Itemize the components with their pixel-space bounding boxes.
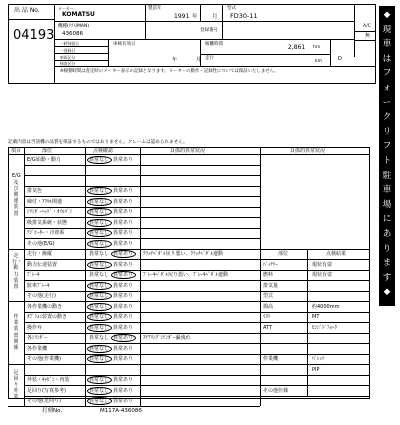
option-ng: 異常あり: [113, 398, 134, 404]
spec-col-result: 点検結果: [326, 250, 347, 257]
inspect-year-unit: 年: [172, 57, 178, 63]
year-value: 1991: [174, 13, 190, 20]
option-ok: 異常なし: [89, 293, 110, 299]
option-ok: 異常なし: [89, 324, 110, 331]
part-label: 吸排気系統・状態: [27, 219, 68, 226]
row-line: [24, 228, 260, 229]
part-label: 排気色: [27, 188, 43, 194]
spec-row-line: [260, 333, 370, 334]
option-ng: 異常あり: [113, 324, 134, 331]
side-banner-char: 駐: [382, 170, 392, 181]
row-line: [24, 259, 260, 260]
option-ok: 異常なし: [89, 251, 110, 257]
spec-value: ﾋﾝｼﾞﾄﾞﾌｫｰｸ: [312, 324, 338, 331]
option-ok: 異常なし: [89, 303, 110, 310]
side-banner-char: 車: [382, 39, 392, 50]
side-banner: [379, 6, 395, 306]
status-circle: [87, 208, 112, 216]
side-banner-char: ◆: [383, 287, 391, 298]
col-divider: [260, 147, 261, 406]
row-line: [24, 207, 260, 208]
row-line: [24, 238, 260, 239]
row-line: [24, 375, 260, 376]
status-circle: [87, 187, 112, 195]
hours-unit: hrs: [313, 45, 321, 50]
month-unit: 月: [212, 14, 218, 20]
side-banner-char: ォ: [382, 83, 392, 93]
spec-name: 燃料: [263, 272, 274, 278]
option-ng: 異常あり: [113, 303, 134, 310]
side-banner-char: 車: [382, 185, 392, 196]
status-circle: [87, 229, 112, 237]
option-ok: 異常なし: [89, 209, 110, 215]
travel-value: D: [338, 56, 342, 62]
frame-number: M117A-436086: [100, 408, 142, 414]
row-line: [24, 175, 260, 176]
row-line: [24, 165, 260, 166]
lot-label: 出 品 No.: [14, 7, 40, 14]
group-line: [8, 364, 24, 365]
option-ng: 異常あり: [113, 293, 134, 299]
option-ng: 異常あり: [113, 156, 134, 163]
spec-value: ﾊﾟﾚｯﾄ: [312, 356, 325, 362]
row-line: [24, 196, 260, 197]
col-category: 項目: [11, 148, 22, 154]
spec-row-line: [260, 343, 370, 344]
side-banner-char: に: [382, 214, 392, 225]
maker-value: KOMATSU: [62, 11, 95, 18]
option-ng: 異常あり: [113, 377, 134, 383]
spec-row-line: [260, 312, 370, 313]
spec-row-line: [260, 396, 370, 397]
model-name-label: 機種(ﾘﾌﾄ/MAN): [58, 24, 90, 29]
status-circle: [87, 376, 112, 384]
option-ng: 異常あり: [113, 188, 134, 194]
row-line: [24, 333, 260, 334]
side-banner-char: 現: [382, 24, 392, 35]
side-banner-char: ク: [382, 112, 392, 123]
status-circle: [87, 219, 112, 227]
side-banner-char: フ: [382, 141, 392, 152]
option-ng: 異常あり: [113, 209, 134, 215]
side-banner-char: す: [382, 272, 392, 283]
left-row-4: 検査区分: [60, 61, 76, 66]
status-circle: [87, 397, 112, 405]
group-label: 作業装置関係: [13, 313, 19, 351]
part-label: 足回り(写真参考): [27, 387, 66, 394]
spec-row-line: [260, 375, 370, 376]
option-ok: 異常なし: [89, 387, 110, 394]
group-line: [8, 249, 24, 250]
spec-name: ﾏｽﾄ: [263, 314, 271, 320]
option-ok: 異常なし: [89, 188, 110, 194]
option-ng: 異常あり: [113, 230, 134, 236]
option-ng: 異常あり: [113, 282, 134, 289]
row-line: [24, 312, 260, 313]
spec-name: ATT: [263, 324, 273, 331]
row-line: [24, 280, 260, 281]
status-circle: [111, 334, 136, 342]
option-ok: 異常なし: [89, 314, 110, 320]
option-ng: 異常あり: [113, 261, 134, 268]
side-banner-char: フ: [382, 68, 392, 79]
row-line: [24, 385, 260, 386]
header-line: [8, 154, 370, 155]
option-ok: 異常なし: [89, 240, 110, 247]
part-label: 各ｼﾘﾝﾀﾞｰ: [27, 335, 48, 341]
fault-legend: 記載内容は当該機の品質を保証するものではありません。クレームは認められません。: [8, 140, 188, 145]
hours-notice: ※稼動時間は査定時のメーター表示の記録となります。メーターの動作・記録性については保証いたしません。: [60, 69, 279, 74]
spec-row-line: [260, 364, 370, 365]
col-concrete: 具体的異常状況: [290, 148, 326, 154]
left-row-1: 一時抹消日: [60, 41, 79, 46]
option-ng: 異常あり: [113, 219, 134, 226]
side-banner-char: リ: [382, 126, 392, 137]
side-banner-char: 場: [382, 199, 392, 210]
part-label: 走行・操縦: [27, 251, 53, 257]
status-circle: [87, 156, 112, 164]
status-circle: [111, 250, 136, 258]
part-label: 締付・ｱｸｾﾙ関連: [27, 198, 63, 205]
lot-number: 04193: [13, 28, 55, 43]
part-label: 各作業機: [27, 345, 48, 352]
row-line: [24, 406, 260, 407]
spec-value: 現状有姿: [312, 272, 333, 278]
inspect-label: 車検有効日: [113, 42, 136, 47]
option-ng: 異常あり: [113, 345, 134, 352]
option-ng: 異常あり: [113, 356, 134, 362]
spec-value: PIP: [312, 366, 320, 373]
spec-name: 作業機: [263, 356, 279, 362]
year-label: 製造年: [148, 6, 162, 11]
option-ng: 異常あり: [113, 272, 134, 278]
serial-number: 436086: [62, 31, 83, 37]
fault-detail: ｽﾃｱﾘﾝｸﾞｼﾘﾝﾀﾞｰ漏洩れ: [143, 335, 191, 341]
option-ng: 異常あり: [113, 240, 134, 247]
part-label: 駐車ﾌﾞﾚｰｷ: [27, 282, 50, 289]
spec-row-line: [260, 291, 370, 292]
left-row-2: 一登録日: [60, 48, 76, 53]
status-circle: [87, 198, 112, 206]
part-label: ｼﾘﾝﾀﾞｰﾍｯﾄﾞ・ｵｲﾙﾊﾟﾝ: [27, 209, 73, 215]
hours-value: 2,861: [288, 44, 306, 51]
spec-row-line: [260, 354, 370, 355]
group-label: 足回り外装: [13, 369, 19, 401]
spec-head-line: [260, 259, 370, 260]
option-ok: 異常なし: [89, 398, 110, 404]
spec-col-name: 部位: [278, 250, 289, 257]
option-ng: 異常あり: [113, 335, 134, 341]
spec-row-line: [260, 301, 370, 302]
part-label: その他(E/G): [27, 240, 55, 247]
frame-label: 打刻No.: [42, 408, 63, 414]
status-circle: [87, 387, 112, 395]
model-value: FD30-11: [230, 12, 258, 20]
side-banner-char: ー: [382, 97, 392, 108]
travel-label: 走行: [205, 56, 214, 61]
status-circle: [87, 240, 112, 248]
spec-row-line: [260, 385, 370, 386]
side-banner-char: あ: [382, 229, 392, 239]
left-row-3: 車両区分: [60, 55, 76, 60]
registration-label: 登録番号: [200, 28, 218, 33]
fault-detail: ﾌﾞﾚｰｷﾍﾟﾀﾞﾙ戻り悪い、ﾌﾞﾚｰｷﾍﾟﾀﾞﾙ連動: [143, 272, 229, 278]
part-label: ｵﾌﾟｼｮﾝ装置の動き: [27, 314, 68, 320]
status-circle: [87, 313, 112, 321]
spec-value: MT: [312, 314, 320, 320]
row-line: [24, 354, 260, 355]
row-line: [24, 301, 260, 302]
option-ng: 異常あり: [113, 387, 134, 394]
option-ok: 異常なし: [89, 198, 110, 205]
group-label: 走行・動力装置: [12, 253, 23, 291]
spec-value: 約4000mm: [312, 303, 340, 310]
col-status: 点検確認: [93, 148, 114, 154]
row-line: [24, 217, 260, 218]
row-line: [24, 364, 260, 365]
option-ok: 異常なし: [89, 345, 110, 352]
option-ok: 異常なし: [89, 356, 110, 362]
row-line: [24, 343, 260, 344]
status-circle: [87, 261, 112, 269]
side-banner-char: ◆: [383, 10, 391, 20]
status-circle: [111, 271, 136, 279]
row-line: [24, 322, 260, 323]
row-line: [24, 270, 260, 271]
spec-name: ﾊﾞｯﾃﾘｰ: [263, 261, 279, 268]
status-circle: [87, 355, 112, 363]
part-label: その他(足回り): [27, 398, 61, 404]
aircon-value: 無: [365, 33, 371, 39]
row-line: [24, 249, 260, 250]
part-label: 動力伝達装置: [27, 261, 58, 268]
option-ok: 異常なし: [89, 282, 110, 289]
part-label: ﾌﾞﾚｰｷ: [27, 272, 40, 278]
status-circle: [87, 282, 112, 290]
spec-top: [260, 249, 370, 250]
col-detail: 具体的異常状況: [170, 148, 206, 154]
option-ok: 異常なし: [89, 335, 110, 341]
spec-row-line: [260, 280, 370, 281]
part-label: その他(作業機): [27, 356, 61, 362]
hours-label: 稼働時間: [205, 42, 223, 47]
year-unit: 年: [192, 14, 198, 20]
side-banner-char: ト: [382, 156, 392, 166]
spec-name: その他仕様: [263, 387, 289, 394]
inspect-month-unit: 月: [196, 57, 202, 63]
part-label: 各作業機の動き: [27, 303, 63, 310]
option-ok: 異常なし: [89, 261, 110, 268]
part-label: ﾗｼﾞｴｰﾀｰ・冷却系: [27, 230, 65, 236]
spec-row-line: [260, 322, 370, 323]
group-label: E/G及び関連装置: [12, 173, 21, 217]
option-ng: 異常あり: [113, 251, 134, 257]
option-ok: 異常なし: [89, 272, 110, 278]
spec-value: 現状有姿: [312, 261, 333, 268]
spec-name: 排気量: [263, 282, 279, 289]
spec-name: 揚高: [263, 303, 274, 310]
option-ok: 異常なし: [89, 230, 110, 236]
row-line: [24, 396, 260, 397]
fault-detail: ｸﾗｯﾁﾍﾟﾀﾞﾙ戻り悪い、ｸﾗｯﾁﾍﾟﾀﾞﾙ連動: [143, 251, 224, 257]
status-circle: [87, 324, 112, 332]
option-ng: 異常あり: [113, 198, 134, 205]
spec-name: 型式: [263, 293, 274, 299]
spec-row-line: [260, 270, 370, 271]
part-label: 操作弁: [27, 324, 43, 331]
col-part: 部位: [42, 148, 53, 154]
option-ng: 異常あり: [113, 314, 134, 320]
row-line: [24, 291, 260, 292]
status-circle: [87, 303, 112, 311]
part-label: その他(走行): [27, 293, 56, 299]
maker-label: メーカー: [58, 6, 74, 11]
option-ok: 異常なし: [89, 219, 110, 226]
status-circle: [87, 345, 112, 353]
side-banner-char: ま: [382, 258, 392, 269]
status-circle: [87, 292, 112, 300]
group-line: [8, 406, 24, 407]
side-banner-char: は: [382, 53, 392, 64]
model-label: 型式: [227, 6, 236, 11]
option-ok: 異常なし: [89, 156, 110, 163]
aircon-label: A/C: [363, 24, 371, 29]
group-line: [8, 301, 24, 302]
side-banner-char: り: [382, 243, 392, 254]
part-label: 外装・ｷｬﾋﾞﾝ・内装: [27, 377, 70, 383]
part-label: E/G始動・動力: [27, 156, 61, 163]
row-line: [24, 186, 260, 187]
travel-unit: km: [315, 59, 322, 64]
option-ok: 異常なし: [89, 377, 110, 383]
